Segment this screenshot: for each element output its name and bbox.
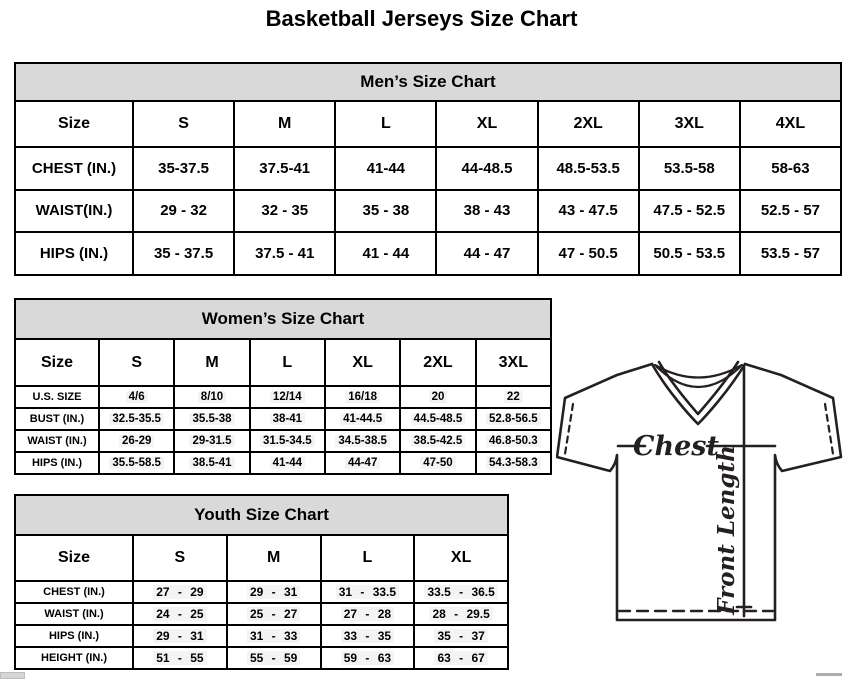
size-value-cell xyxy=(174,430,249,452)
size-value-cell xyxy=(414,603,508,625)
size-value: 31.5-34.5 xyxy=(260,435,315,447)
size-value-cell xyxy=(227,625,321,647)
mens-header-row xyxy=(15,101,841,147)
size-value: 44-48.5 xyxy=(461,159,513,177)
size-value-cell xyxy=(227,647,321,669)
size-value: 38.5-41 xyxy=(189,457,234,469)
scrollbar-fragment-left xyxy=(0,672,25,679)
size-value: 55 - 59 xyxy=(247,651,300,665)
row-label: HEIGHT (IN.) xyxy=(15,647,133,669)
size-value-cell xyxy=(234,190,335,233)
youth-header-row xyxy=(15,535,508,581)
size-value: 22 xyxy=(504,391,523,403)
size-value-cell xyxy=(639,190,740,233)
jersey-measurement-diagram xyxy=(556,360,843,628)
size-value: 41-44 xyxy=(270,457,305,469)
row-label: BUST (IN.) xyxy=(15,408,99,430)
size-value-cell xyxy=(99,430,174,452)
column-header-l: L xyxy=(335,101,436,147)
size-value: 31 - 33 xyxy=(247,629,300,643)
table-row xyxy=(15,603,508,625)
size-value-cell xyxy=(133,647,227,669)
size-value-cell xyxy=(133,147,234,190)
size-value: 35 - 38 xyxy=(362,202,410,220)
row-label: WAIST (IN.) xyxy=(15,603,133,625)
size-value: 29 - 32 xyxy=(160,202,207,220)
column-header-xl: XL xyxy=(325,339,400,386)
size-value: 44 - 47 xyxy=(463,244,511,262)
chest-label: Chest xyxy=(633,431,719,462)
size-value-cell xyxy=(414,647,508,669)
size-value-cell xyxy=(436,147,537,190)
size-value: 47.5 - 52.5 xyxy=(653,202,726,220)
size-value: 37.5 - 41 xyxy=(255,244,315,262)
row-label: WAIST (IN.) xyxy=(15,430,99,452)
size-value-cell xyxy=(174,408,249,430)
size-value-cell xyxy=(476,408,551,430)
column-header-size: Size xyxy=(15,339,99,386)
table-row xyxy=(15,147,841,190)
table-row xyxy=(15,408,551,430)
womens-size-table xyxy=(14,298,552,475)
row-label: U.S. SIZE xyxy=(15,386,99,408)
table-row xyxy=(15,625,508,647)
size-value-cell xyxy=(639,147,740,190)
size-value: 41 - 44 xyxy=(362,244,410,262)
size-value-cell xyxy=(740,190,841,233)
table-row xyxy=(15,647,508,669)
size-value: 58-63 xyxy=(771,159,810,177)
size-value: 59 - 63 xyxy=(341,651,394,665)
size-value: 31 - 33.5 xyxy=(336,585,399,599)
column-header-2xl: 2XL xyxy=(538,101,639,147)
size-value-cell xyxy=(99,408,174,430)
column-header-xl: XL xyxy=(436,101,537,147)
size-value: 41-44.5 xyxy=(340,413,385,425)
size-value: 53.5 - 57 xyxy=(760,244,821,262)
size-value: 63 - 67 xyxy=(434,651,487,665)
size-value-cell xyxy=(538,147,639,190)
front-length-label: Front Length xyxy=(713,445,740,615)
row-label: CHEST (IN.) xyxy=(15,581,133,603)
column-header-3xl: 3XL xyxy=(639,101,740,147)
size-value-cell xyxy=(234,147,335,190)
column-header-s: S xyxy=(99,339,174,386)
youth-table-caption-row xyxy=(15,495,508,535)
size-value: 35-37.5 xyxy=(158,159,209,177)
column-header-l: L xyxy=(321,535,415,581)
size-value: 24 - 25 xyxy=(153,607,206,621)
size-value-cell xyxy=(227,603,321,625)
size-value-cell xyxy=(133,603,227,625)
size-value: 29-31.5 xyxy=(189,435,234,447)
size-value: 37.5-41 xyxy=(259,159,311,177)
size-value-cell xyxy=(325,430,400,452)
mens-size-table xyxy=(14,62,842,276)
size-value: 52.8-56.5 xyxy=(486,413,541,425)
size-value: 27 - 29 xyxy=(153,585,206,599)
size-value-cell xyxy=(321,647,415,669)
size-value: 47-50 xyxy=(420,457,455,469)
size-value-cell xyxy=(321,581,415,603)
size-value-cell xyxy=(476,430,551,452)
womens-table-title: Women’s Size Chart xyxy=(15,299,551,339)
column-header-size: Size xyxy=(15,101,133,147)
size-value-cell xyxy=(325,452,400,474)
size-value-cell xyxy=(476,386,551,408)
size-value: 41-44 xyxy=(366,159,406,177)
size-value: 44.5-48.5 xyxy=(411,413,466,425)
size-value-cell xyxy=(414,625,508,647)
size-value: 35.5-38 xyxy=(189,413,234,425)
size-value-cell xyxy=(133,581,227,603)
size-value-cell xyxy=(321,603,415,625)
size-value-cell xyxy=(476,452,551,474)
row-label: HIPS (IN.) xyxy=(15,625,133,647)
size-value: 47 - 50.5 xyxy=(558,244,618,262)
size-value-cell xyxy=(335,232,436,275)
size-value-cell xyxy=(538,232,639,275)
page-title: Basketball Jerseys Size Chart xyxy=(265,6,578,31)
row-label: HIPS (IN.) xyxy=(15,232,133,275)
table-row xyxy=(15,386,551,408)
size-value-cell xyxy=(99,452,174,474)
column-header-m: M xyxy=(234,101,335,147)
mens-table-title: Men’s Size Chart xyxy=(15,63,841,101)
size-value: 4/6 xyxy=(126,391,148,403)
table-row xyxy=(15,190,841,233)
column-header-4xl: 4XL xyxy=(740,101,841,147)
womens-header-row xyxy=(15,339,551,386)
size-value: 35 - 37.5 xyxy=(153,244,214,262)
size-value-cell xyxy=(740,147,841,190)
row-label: CHEST (IN.) xyxy=(15,147,133,190)
column-header-m: M xyxy=(174,339,249,386)
size-value: 38 - 43 xyxy=(463,202,511,220)
size-value: 43 - 47.5 xyxy=(558,202,618,220)
size-value: 33 - 35 xyxy=(341,629,394,643)
size-value-cell xyxy=(321,625,415,647)
size-value-cell xyxy=(639,232,740,275)
size-value-cell xyxy=(335,147,436,190)
size-value: 50.5 - 53.5 xyxy=(653,244,726,262)
scrollbar-fragment-right xyxy=(816,673,842,676)
size-value-cell xyxy=(174,452,249,474)
size-value: 20 xyxy=(429,391,448,403)
table-row xyxy=(15,581,508,603)
size-value-cell xyxy=(740,232,841,275)
size-value: 16/18 xyxy=(345,391,380,403)
size-value-cell xyxy=(250,430,325,452)
size-value-cell xyxy=(400,408,475,430)
size-value: 27 - 28 xyxy=(341,607,394,621)
youth-size-table xyxy=(14,494,509,670)
mens-table-caption-row xyxy=(15,63,841,101)
size-value-cell xyxy=(325,408,400,430)
size-value-cell xyxy=(99,386,174,408)
youth-table-title: Youth Size Chart xyxy=(15,495,508,535)
size-value-cell xyxy=(400,430,475,452)
row-label: WAIST(IN.) xyxy=(15,190,133,233)
table-row xyxy=(15,430,551,452)
column-header-xl: XL xyxy=(414,535,508,581)
column-header-l: L xyxy=(250,339,325,386)
size-value-cell xyxy=(400,452,475,474)
size-value: 28 - 29.5 xyxy=(429,607,492,621)
size-value-cell xyxy=(234,232,335,275)
column-header-size: Size xyxy=(15,535,133,581)
size-value-cell xyxy=(133,625,227,647)
column-header-s: S xyxy=(133,101,234,147)
size-value: 12/14 xyxy=(270,391,305,403)
size-value: 52.5 - 57 xyxy=(760,202,821,220)
size-value-cell xyxy=(436,232,537,275)
size-value-cell xyxy=(250,408,325,430)
size-value-cell xyxy=(250,386,325,408)
column-header-s: S xyxy=(133,535,227,581)
size-value-cell xyxy=(133,232,234,275)
size-value: 35.5-58.5 xyxy=(109,457,164,469)
size-value: 32.5-35.5 xyxy=(109,413,164,425)
size-value-cell xyxy=(400,386,475,408)
size-value: 35 - 37 xyxy=(434,629,487,643)
size-value-cell xyxy=(325,386,400,408)
table-row xyxy=(15,232,841,275)
size-value: 32 - 35 xyxy=(261,202,309,220)
womens-table-caption-row xyxy=(15,299,551,339)
size-value: 29 - 31 xyxy=(153,629,206,643)
column-header-m: M xyxy=(227,535,321,581)
size-value-cell xyxy=(436,190,537,233)
size-value: 26-29 xyxy=(119,435,154,447)
size-value-cell xyxy=(414,581,508,603)
size-value: 48.5-53.5 xyxy=(556,159,620,177)
size-value-cell xyxy=(174,386,249,408)
table-row xyxy=(15,452,551,474)
jersey-outline-icon xyxy=(556,360,843,628)
row-label: HIPS (IN.) xyxy=(15,452,99,474)
size-value-cell xyxy=(538,190,639,233)
size-value-cell xyxy=(335,190,436,233)
column-header-2xl: 2XL xyxy=(400,339,475,386)
size-value-cell xyxy=(250,452,325,474)
size-value: 33.5 - 36.5 xyxy=(424,585,497,599)
size-value-cell xyxy=(227,581,321,603)
size-value-cell xyxy=(133,190,234,233)
size-value: 53.5-58 xyxy=(663,159,715,177)
size-value: 38.5-42.5 xyxy=(411,435,466,447)
size-value: 51 - 55 xyxy=(153,651,206,665)
column-header-3xl: 3XL xyxy=(476,339,551,386)
size-value: 38-41 xyxy=(270,413,305,425)
size-value: 25 - 27 xyxy=(247,607,300,621)
size-value: 54.3-58.3 xyxy=(486,457,541,469)
size-value: 44-47 xyxy=(345,457,380,469)
size-value: 46.8-50.3 xyxy=(486,435,541,447)
size-value: 8/10 xyxy=(198,391,226,403)
size-value: 34.5-38.5 xyxy=(335,435,390,447)
size-value: 29 - 31 xyxy=(247,585,300,599)
